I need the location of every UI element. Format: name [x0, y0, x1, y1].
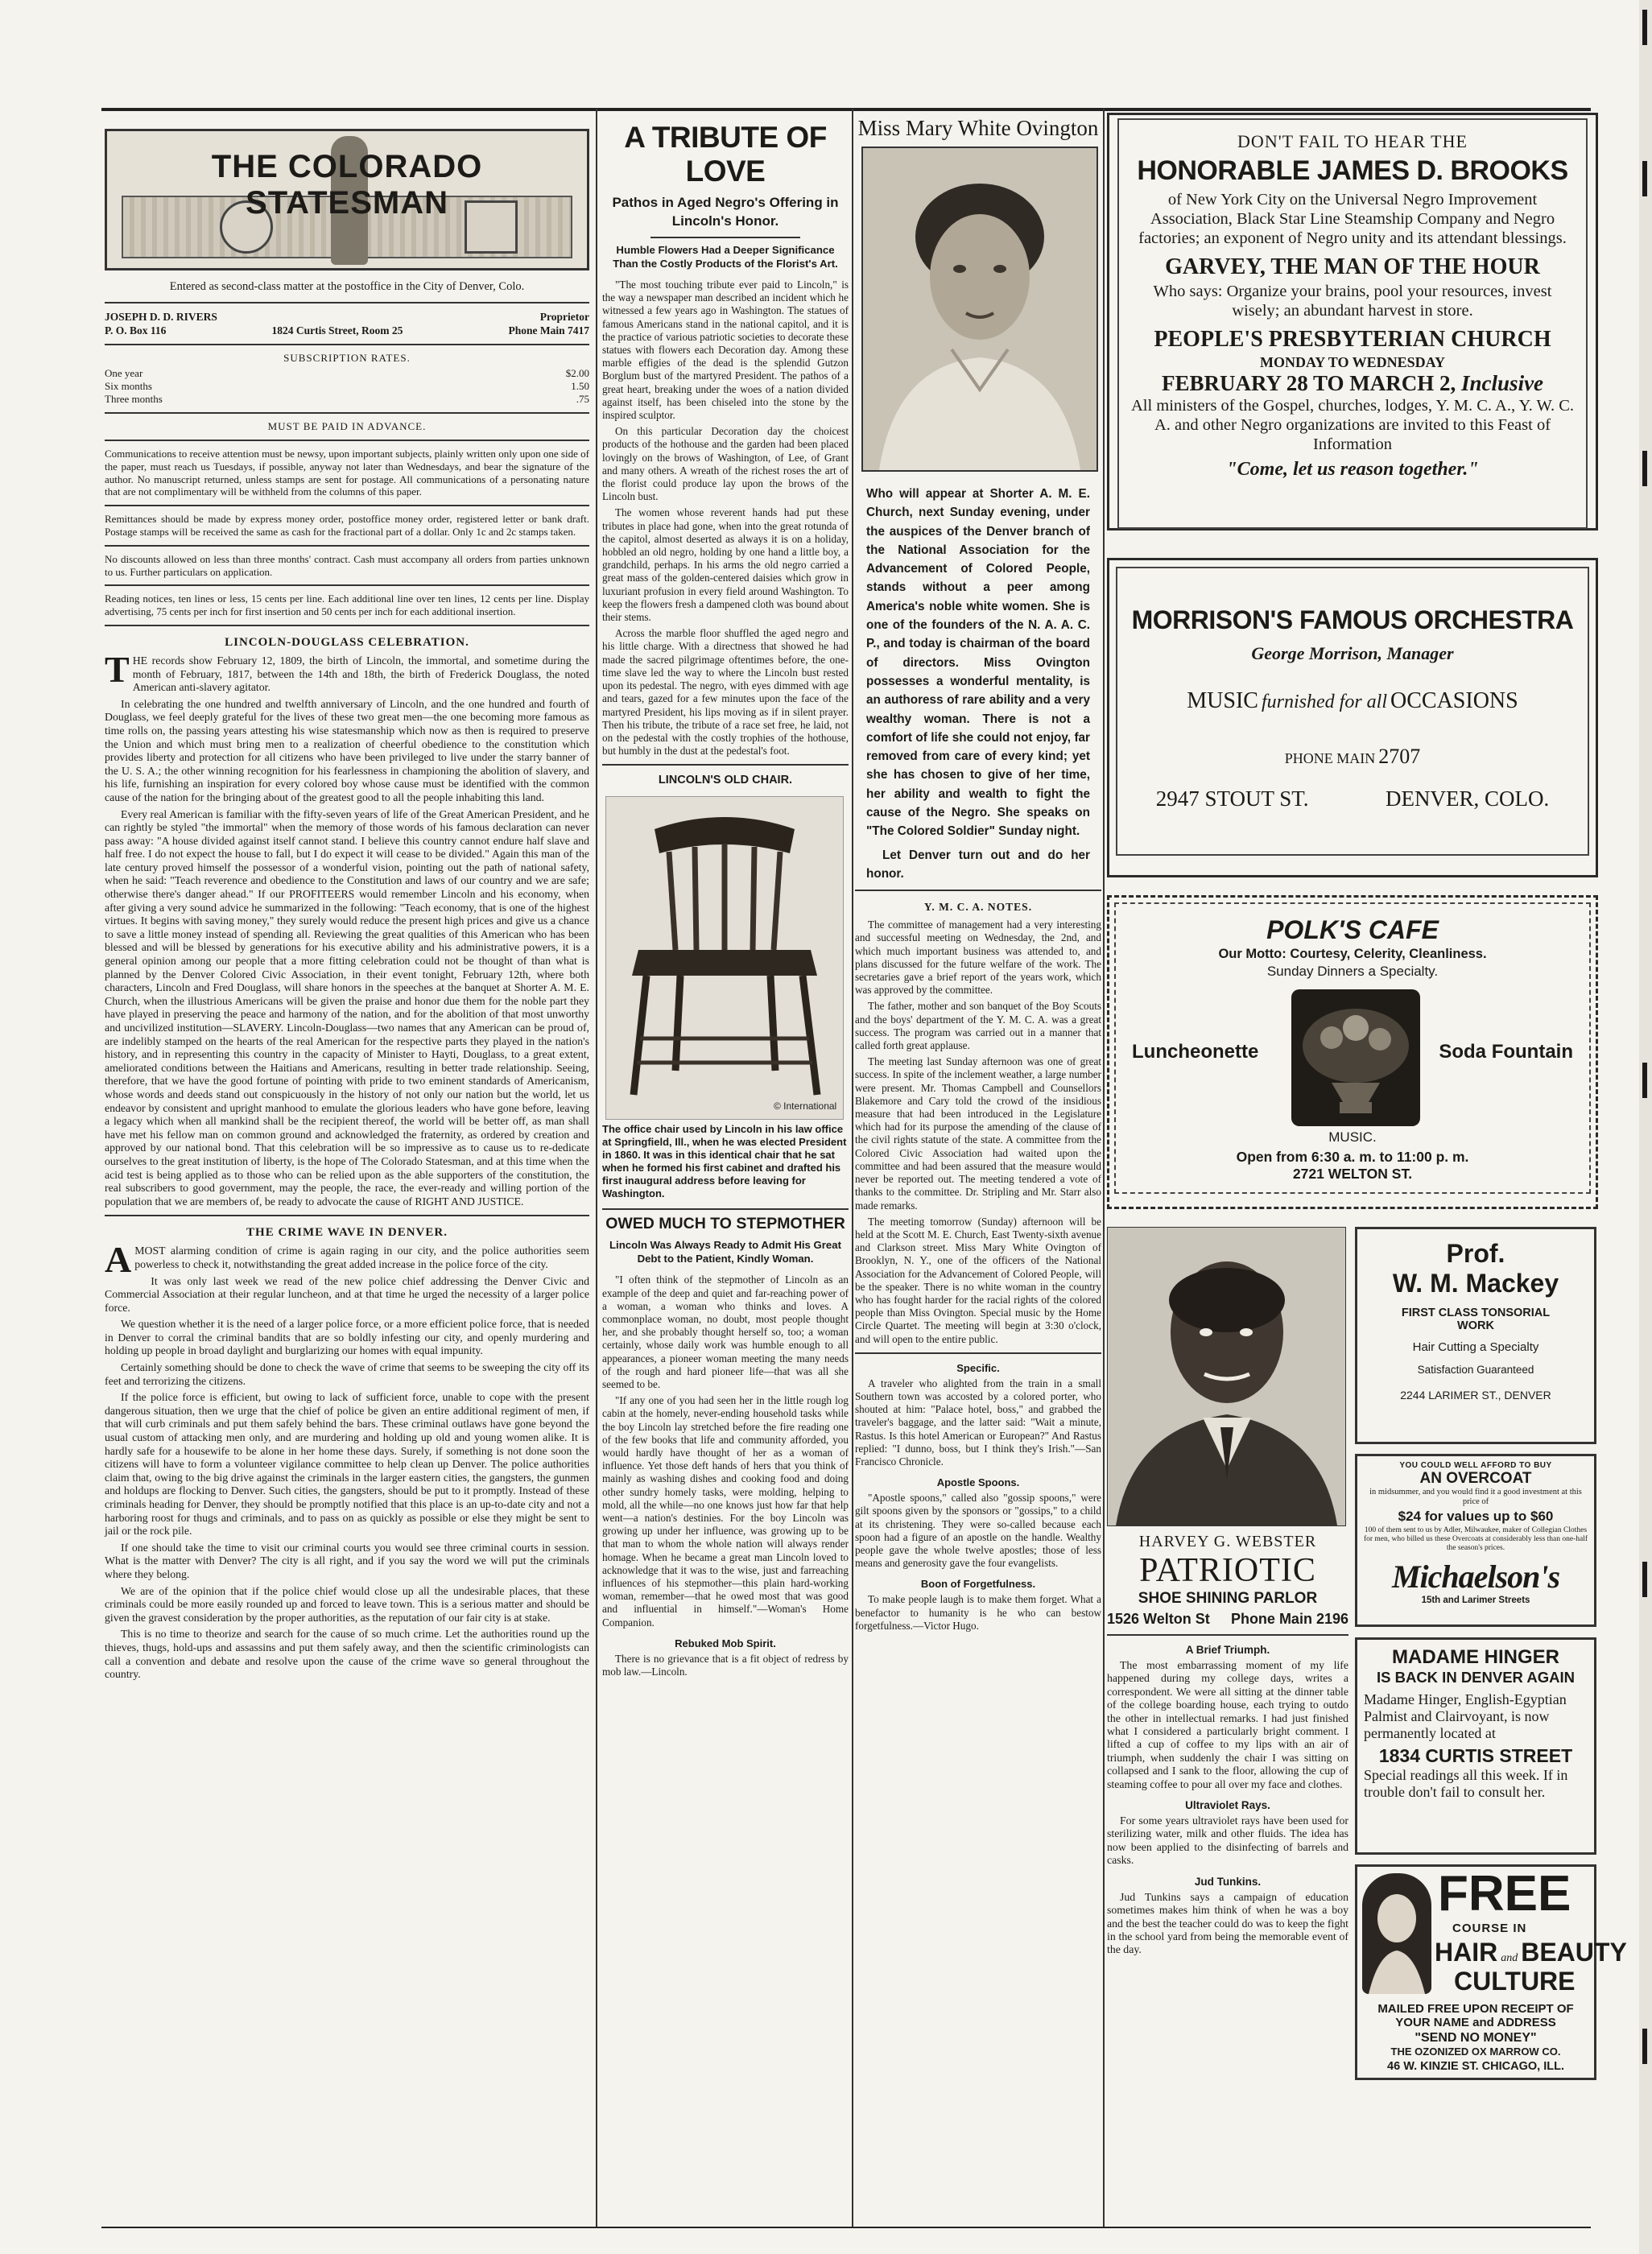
polk-name: POLK'S CAFE [1266, 915, 1439, 944]
event-days: MONDAY TO WEDNESDAY [1259, 354, 1446, 370]
mackey-line2: WORK [1457, 1319, 1494, 1332]
mackey-name: W. M. Mackey [1392, 1269, 1559, 1298]
bottom-rule [101, 2227, 1591, 2228]
mackey-address: 2244 LARIMER ST., DENVER [1400, 1389, 1551, 1402]
brooks-invite: All ministers of the Gospel, churches, lodges, Y. M. C. A., Y. W. C. A. and other Negro organizations are invited to this Feast of Information [1130, 397, 1575, 453]
column-ovington [855, 113, 1101, 2222]
article-paragraph: "If any one of you had seen her in the little rough log cabin at the homely, never-ending household tasks while the boy Lincoln lay stretched before the fire reading one of the few books that life and community afforded, you would hardly have thought of her as a woman of influence. Yet those deft hands of hers that you think of mainly as washing dishes and cooking food and doing other sundry homely tasks, were molding, helping to mold, all the while—no one knows just how far that help went—a nation's destinies. For the boy Lincoln was growing up under her influence, was growing up to be that man to whom the whole nation will always render homage. When he became a great man Lincoln loved to acknowledge that it was to the wise, just and farreaching influences of his stepmother—this plain hard-working woman, remember—that he owed most that was good and influential in himself."—Woman's Home Companion. [602, 1394, 849, 1629]
column-divider [596, 108, 597, 2227]
ultraviolet-text: For some years ultraviolet rays have been used for sterilizing water, milk and other fluids. The idea has now been applied to the disinfecting of barrels and casks. [1107, 1814, 1348, 1867]
brooks-quote: "Come, let us reason together." [1226, 459, 1479, 480]
portrait-icon [1108, 1228, 1345, 1525]
article-paragraph: Every real American is familiar with the fifty-seven years of life of the Great American President, and he can rightly be styled "the immortal" when the memory of those words of his famous declaration can never pass away: "A house divided against itself cannot stand. I believe this country cannot endure half slave and half free. I do not expect the house to fall, but I do expect it will cease to be divided." Again this man of the late century proved himself the possessor of a wonderful vision, pointing out the path of national safety, when he said: "Teach reverence and obedience to the Constitution and laws of our country and we are safe; otherwise there's danger ahead." If our PROFITEERS would remember Lincoln and his economy, when after giving a very sound advice he summarized in the following: "Teach economy, that is one of the highest virtues. It begins with saving money," they surely would reduce the present high prices and give us a chance to save a little money instead of spending all. Reviewing the great qualities of this American who has been blessed and will be blessed by generations for his executive ability and his administrative powers, it is a general opinion among our people that a more fitting celebration could not be thought of than what is planned by the Denver Colored Civic Association, in their event tonight, February 12th, where both characters, Lincoln and Fred Douglass, will share honors in the speeches at the banquet at Shorter A. M. E. Church, when the illustrious Americans will be given the praise and honor due them for the noble part they have played in preserving the peace and harmony of the nation, and for the abolition of that most unworthy and uncivilized institution—SLAVERY. Lincoln-Douglass—two names that any American can be proud of, are indelibly stamped on the hearts of the real American for the respective parts they played in the nation's history, and in representing this country in the capacity of Minister to Hayti, Douglass, to a great extent, ameliorated conditions between the Haitians and Americans, resulting in better trade relationship. Seeing, therefore, that we have the good fortune of pointing with pride to two eminent standards of Americanism, whose words and deeds stand out conspicuously in the history of not only our nation but the world, let us endeavor by consistent and upright manhood to emulate the glorious leaders who have gone before, leaving a legacy which when all mankind shall be the recipient thereof, the world will be better off, as man shall have met his fellow man on common ground and acknowledged the fraternity, as ordered by creation and approved by our national bond. That this celebration will be so impressive as to cause us to re-dedicate ourselves to the great institution of liberty, is the hope of The Colorado Statesman, and at this time when the acid test is being applied as to those who can be relied upon as the able supporters of the constitution, the real subscribers to good government, may the people, the race, the ever-ready and willing portion of the population that we are members of, be ready to advocate the cause of RIGHT AND JUSTICE. [105, 807, 589, 1208]
triumph-text: The most embarrassing moment of my life happened during my college days, writes a correspondent. We were all sitting at the dinner table of the college boarding house, each trying to outdo the other in intellectual remarks. I had just finished what I considered a particularly bright comment. I lifted a cup of coffee to my lips with an air of triumph, when suddenly the chair I was sitting on collapsed and I sank to the floor, allowing the cup of steaming coffee to pour all over my face and clothes. [1107, 1659, 1348, 1790]
ovington-portrait [861, 147, 1098, 472]
rate-row: Three months .75 [105, 393, 589, 405]
webster-contact: 1526 Welton St Phone Main 2196 [1107, 1611, 1348, 1627]
article-paragraph: The father, mother and son banquet of the Boy Scouts and the boys' department of the Y. M. C. A. was a great success. The program was carried out in a manner that called forth great applause. [855, 1000, 1101, 1052]
tribute-deck: Humble Flowers Had a Deeper Significance Than the Costly Products of the Florist's Art. [613, 244, 838, 270]
culture-word: CULTURE [1454, 1967, 1576, 1996]
michaelson-address: 15th and Larimer Streets [1421, 1596, 1530, 1605]
masthead [105, 129, 589, 270]
tunkins-text: Jud Tunkins says a campaign of education sometimes makes him think of when he was a boy and the best the teacher could do was to keep the fight in the school yard from being the memorable event of the day. [1107, 1890, 1348, 1956]
column-divider [1103, 108, 1105, 2227]
notice-paragraph: Remittances should be made by express money order, postoffice money order, registered letter or bank draft. Postage stamps will be received the same as cash for the fractional part of a dollar. Only 1c and 2c stamps taken. [105, 513, 589, 538]
chair-caption: The office chair used by Lincoln in his law office at Springfield, Ill., when he was elected President in 1860. It was in this identical chair that he sat when he formed his first cabinet and drafted his first inaugural address before leaving for Washington. [602, 1123, 847, 1200]
notice-paragraph: Communications to receive attention must be newsy, upon important subjects, plainly written only upon one side of the paper, must reach us Tuesdays, if possible, anyway not later than Wednesdays, and bear the signature of the author. No manuscript returned, unless stamps are sent for postage. All communications of a personating nature that are not complimentary will be withheld from the columns of this paper. [105, 448, 589, 498]
proprietor-label: Proprietor [539, 311, 589, 323]
hinger-name: MADAME HINGER [1392, 1646, 1559, 1668]
rate-row: Six months 1.50 [105, 380, 589, 392]
subscription-rates [105, 367, 589, 406]
tribute-subhead: Pathos in Aged Negro's Offering in Lincoln's Honor. [612, 195, 839, 229]
brooks-ad [1107, 113, 1598, 530]
column-advertisements [1107, 113, 1627, 2222]
apostle-text: "Apostle spoons," called also "gossip spoons," were gilt spoons given by the sponsors or "gossips," to a child at its christening. They were so-called because each spoon had a figure of an apostle on the handle. Wealthy people gave the whole twelve apostles; those of less means and generosity gave the four evangelists. [855, 1492, 1101, 1570]
article-paragraph: This is no time to theorize and search for the cause of so much crime. Let the authorities round up the thieves, thugs, hold-ups and assassins and put them safely away, and then the scientific criminologists can call a convention and debate and resolve upon the cause of the crime wave so general throughout the country. [105, 1628, 589, 1681]
article-paragraph: "The most touching tribute ever paid to Lincoln," is the way a newspaper man described an incident which he witnessed a few years ago in Washington. The statues of famous Americans stand in the national capitol, and it is the practice of various patriotic societies to decorate these statues with flowers each Decoration day. Among these marble effigies of the dead is the splendid Gutzon Borglum bust of the martyred President. The pathos of a great heart, breaking under the woes of a nation divided against itself, has been chiseled into the stone by the inspired sculptor. [602, 279, 849, 422]
brooks-name: HONORABLE JAMES D. BROOKS [1137, 155, 1568, 186]
webster-ad [1107, 1533, 1348, 1959]
polk-ad [1107, 895, 1598, 1209]
article-paragraph: THE records show February 12, 1809, the birth of Lincoln, the immortal, and sometime during the month of February, 1817, between the 14th and 18th, the birth of Frederick Douglass, the noted American anti-slavery agitator. [105, 648, 589, 694]
forgetfulness-heading: Boon of Forgetfulness. [920, 1578, 1036, 1591]
webster-title: PATRIOTIC [1139, 1552, 1316, 1589]
article-paragraph: The women whose reverent hands had put these tributes in place had gone, when into the great rotunda of the capitol, almost deserted as always it is on a holiday, hobbled an old negro, holding by one hand a little boy, a grandchild, perhaps. In his arms the old negro carried a great mass of the golden-centered daisies which grow in luxuriant profusion in every field around Washington. To keep the flowers fresh a dampened cloth was bound about their stems. [602, 506, 849, 624]
chair-heading: LINCOLN'S OLD CHAIR. [658, 774, 793, 787]
article-paragraph: If the police force is efficient, but owing to lack of sufficient force, unable to cope with the present dangerous situation, then we urge that the chief of police be given an entire additional regiment of men, if that will curb criminals and put them safely behind the bars. These criminal outlaws have gone beyond the usual custom of attacking men only, and are murdering and holding up old and young women alike. It is hardly safe for a housewife to be alone in her home these days. Surely, if something is not done soon the citizens will have to form a volunteer vigilance committee to help clean up Denver. The police authorities claim that, owing to the big drive against the criminals in the larger eastern cities, the gangsters, the gunmen and holdups are flocking to Denver. Such cities, the gangsters, should be put to it promptly. Instead of these criminals heading for Denver, they should be promptly notified that this place is an up-to-date city and not a harboring roost for thugs and criminals, and to pass on as quickly as possible or else they might be sent to jail or the rock pile. [105, 1391, 589, 1538]
column-divider [852, 108, 853, 2227]
specific-text: A traveler who alighted from the train in a small Southern town was accosted by a colored porter, who shouted at him: "Palace hotel, boss," and grabbed the traveler's baggage, and the latter said: "Wait a minute, Rastus. Is this hotel American or European?" And Rastus replied: "I dunno, boss, but I think they's Irish."—San Francisco Chronicle. [855, 1377, 1101, 1468]
morrison-music: MUSIC furnished for all OCCASIONS [1187, 688, 1518, 713]
column-editorial [105, 113, 589, 2222]
rebuked-text: There is no grievance that is a fit object of redress by mob law.—Lincoln. [602, 1652, 849, 1678]
ovington-headline: Miss Mary White Ovington [857, 116, 1099, 140]
triumph-heading: A Brief Triumph. [1185, 1644, 1270, 1656]
rebuked-heading: Rebuked Mob Spirit. [675, 1637, 776, 1649]
forgetfulness-text: To make people laugh is to make them forget. What a benefactor to humanity is he who can bestow forgetfulness.—Victor Hugo. [855, 1593, 1101, 1632]
subscription-heading: SUBSCRIPTION RATES. [283, 352, 411, 364]
michaelson-line4: 100 of them sent to us by Adler, Milwaukee, maker of Collegian Clothes for men, who billed us these Overcoats at considerably less than one-half the season's prices. [1363, 1526, 1588, 1552]
notice-paragraph: Reading notices, ten lines or less, 15 cents per line. Each additional line over ten lines, 12 cents per line. Display advertising, 75 cents per inch for first insertion and 50 cents per inch for each additional insertion. [105, 592, 589, 618]
article-paragraph: The meeting last Sunday afternoon was one of great success. In spite of the inclement weather, a large number were present. Mr. Thomas Campbell and Counsellors Blakemore and Cary told the crowd of the insidious measure that had been introduced in the Legislature which had for its purpose the amending of the clause of the civil rights statute of the state. A committee from the Colored Civic Association had waited upon the committee and had been assured that the measure would never be reported out. The meeting tendered a vote of thanks to the committee. Dr. Stripling and Mr. Starr also made remarks. [855, 1055, 1101, 1212]
proprietor-row [105, 310, 589, 324]
address-row [105, 324, 589, 337]
free-address: 46 W. KINZIE ST. CHICAGO, ILL. [1387, 2060, 1564, 2073]
free-money: "SEND NO MONEY" [1415, 2031, 1537, 2045]
polk-address: 2721 WELTON ST. [1292, 1166, 1413, 1182]
ymca-heading: Y. M. C. A. NOTES. [923, 901, 1033, 914]
apostle-heading: Apostle Spoons. [936, 1476, 1020, 1489]
ads-lower-block [1107, 1227, 1627, 2096]
article-paragraph: Certainly something should be done to check the wave of crime that seems to be sweeping the city off its feet and terrorizing the citizens. [105, 1361, 589, 1387]
article-paragraph: The committee of management had a very interesting and successful meeting on Wednesday, the 2nd, and which much important business was attended to, and plans discussed for the future welfare of the work. The secretaries gave a brief report of the years work, which was approved by the committee. [855, 919, 1101, 997]
chair-icon [606, 797, 843, 1119]
michaelson-line1: YOU COULD WELL AFFORD TO BUY [1399, 1461, 1552, 1470]
mackey-ad [1355, 1227, 1596, 1444]
michaelson-line2: AN OVERCOAT [1419, 1470, 1532, 1487]
hinger-back: IS BACK IN DENVER AGAIN [1376, 1669, 1575, 1686]
brooks-line1: DON'T FAIL TO HEAR THE [1237, 131, 1468, 151]
mackey-line4: Satisfaction Guaranteed [1417, 1364, 1534, 1376]
masthead-title: THE COLORADO STATESMAN [211, 149, 483, 221]
article-paragraph: Across the marble floor shuffled the aged negro and his little charge. With a directness that showed he had made the sacred pilgrimage oftentimes before, the one-time slave led the way to where the Lincoln bust rested upon its pedestal. The negro, with eyes dimmed with age and tears, gazed for a few minutes upon the face of the martyred President, his lips moving as if in silent prayer. Then his tribute, the tribute of a race set free, he laid, not on the pedestal with the costly trophies of the hothouse, but humbly in the dust at the pedestal's foot. [602, 627, 849, 758]
free-course-ad [1355, 1864, 1627, 2080]
woman-portrait-icon [1362, 1873, 1431, 1994]
morrison-ad [1107, 558, 1598, 877]
entered-notice: Entered as second-class matter at the postoffice in the City of Denver, Colo. [169, 280, 525, 293]
column-tribute [602, 113, 849, 2222]
free-course: COURSE IN [1452, 1922, 1527, 1935]
polk-illustration-row [1116, 989, 1589, 1126]
polk-music: MUSIC. [1328, 1129, 1377, 1145]
article-paragraph: We question whether it is the need of a larger police force, or a more efficient police force, that is needed in Denver to corral the criminal bandits that are so boldly infesting our city, and openly murdering and holding up people in broad daylight and burglarizing our homes with equal impunity. [105, 1318, 589, 1357]
tunkins-heading: Jud Tunkins. [1194, 1875, 1262, 1888]
ultraviolet-heading: Ultraviolet Rays. [1185, 1799, 1270, 1812]
article-paragraph: In celebrating the one hundred and twelfth anniversary of Lincoln, and the one hundred and fourth of Douglass, we feel deeply grateful for the lives of these two great men—the one becoming more famous as time rolls on, the passing years attesting his wise statesmanship which now as then is required to preserve the Union and which must bring men to a realization of cheerful obedience to the constitution which provides liberty and protection for all citizens who have been privileged to live under the starry banner of the U. S. A.; the other winning recognition for his fearlessness in championing the abolition of slavery, and his life, furnishing an inspiration for every colored boy whose cause must be identified with the common cause of the nation for the bringing about of the greatest good to all the people inhabiting this land. [105, 697, 589, 803]
fruit-basket-icon [1291, 989, 1420, 1126]
michaelson-price: $24 for values up to $60 [1398, 1509, 1554, 1524]
hinger-ad [1355, 1637, 1596, 1855]
article-paragraph: On this particular Decoration day the choicest products of the hothouse and the garden had been placed lovingly on the brows of Washington, of Lee, of Grant and many others. A wreath of the richest roses the art of the florist could produce lay upon the brows of the Lincoln bust. [602, 425, 849, 503]
street-address: 1824 Curtis Street, Room 25 [271, 324, 403, 336]
polk-soda-fountain: Soda Fountain [1439, 1041, 1573, 1063]
svg-text:© International: © International [774, 1100, 837, 1113]
rate-row: One year $2.00 [105, 367, 589, 379]
michaelson-line3: in midsummer, and you would find it a good investment at this price of [1369, 1488, 1582, 1506]
event-dates: FEBRUARY 28 TO MARCH 2, Inclusive [1161, 371, 1544, 395]
morrison-address: 2947 STOUT ST. DENVER, COLO. [1155, 786, 1550, 811]
free-company: THE OZONIZED OX MARROW CO. [1390, 2046, 1561, 2058]
specific-heading: Specific. [956, 1361, 1000, 1374]
mackey-prof: Prof. [1446, 1239, 1505, 1268]
article-paragraph: We are of the opinion that if the police chief would close up all the undesirable places, that these criminals could be more easily rounded up and forced to leave town. This is a serious matter and should be given the gravest consideration by the proper authorities, as the reputation of our fair city is at stake. [105, 1584, 589, 1624]
webster-portrait [1107, 1227, 1346, 1526]
hinger-address: 1834 CURTIS STREET [1378, 1745, 1573, 1766]
chair-photo [605, 796, 844, 1120]
brooks-ad-inner [1117, 118, 1588, 529]
morrison-name: MORRISON'S FAMOUS ORCHESTRA [1131, 605, 1574, 634]
stepmother-headline: OWED MUCH TO STEPMOTHER [602, 1208, 849, 1233]
portrait-icon [863, 148, 1097, 470]
po-box: P. O. Box 116 [105, 324, 167, 336]
notice-paragraph: No discounts allowed on less than three months' contract. Cash must accompany all orders from parties unknown to us. Further particulars on application. [105, 552, 589, 578]
article-heading: LINCOLN-DOUGLASS CELEBRATION. [225, 635, 469, 649]
top-rule [101, 108, 1591, 111]
michaelson-brand: Michaelson's [1391, 1558, 1560, 1595]
ovington-text: Who will appear at Shorter A. M. E. Church, next Sunday evening, under the auspices of the Denver branch of the National Association for the Advancement of Colored People, stands without a peer among America's noble white women. She is one of the founders of the N. A. A. C. P., and today is chairman of the board of directors. Miss Ovington possesses a wonderful mentality, is an authoress of rare ability and a very wealthy woman. There is not a comfort of life she could not enjoy, far removed from care of every kind; yet she has chosen to give of her time, her ability and wealth to fight the cause of the Negro. She speaks on "The Colored Soldier" Sunday night. Let Denver turn out and do her honor. [866, 485, 1090, 883]
polk-motto: Our Motto: Courtesy, Celerity, Cleanliness. [1218, 947, 1487, 961]
phone: Phone Main 7417 [508, 324, 589, 336]
page-edge [1639, 0, 1652, 2254]
morrison-ad-inner [1116, 567, 1589, 856]
morrison-manager: George Morrison, Manager [1251, 643, 1454, 663]
article-paragraph: The meeting tomorrow (Sunday) afternoon will be held at the Scott M. E. Church, East Twenty-sixth avenue and Clarkson street. Miss Mary White Ovington of Brooklyn, N. Y., one of the officers of the National Association for the Advancement of Colored People, will be the speaker. There is no white woman in the country who has fought harder for the racial rights of the colored people than Miss Ovington. Special music by the Home Circle Quartet. The meeting will begin at 3:30 o'clock, and will open to the entire public. [855, 1215, 1101, 1345]
mackey-line1: FIRST CLASS TONSORIAL [1401, 1307, 1551, 1319]
badge-icon [465, 200, 518, 254]
church-name: PEOPLE'S PRESBYTERIAN CHURCH [1154, 327, 1551, 352]
garvey-says: Who says: Organize your brains, pool your resources, invest wisely; an abundant harvest in store. [1153, 283, 1552, 320]
article-paragraph: AMOST alarming condition of crime is again raging in our city, and the police authorities seem powerless to check it, notwithstanding the great added increase in the police force of the city. [105, 1239, 589, 1281]
article-paragraph: If one should take the time to visit our criminal courts you would see three criminal courts in session. What is the matter with Denver? The city is all right, and if you say the word we will put the criminals where they belong. [105, 1541, 589, 1580]
polk-luncheonette: Luncheonette [1132, 1041, 1259, 1063]
tribute-headline: A TRIBUTE OF LOVE [624, 121, 827, 188]
proprietor-name: JOSEPH D. D. RIVERS [105, 311, 217, 323]
article-heading: THE CRIME WAVE IN DENVER. [246, 1226, 448, 1240]
hair-beauty: HAIR and BEAUTY [1435, 1938, 1627, 1967]
mackey-line3: Hair Cutting a Specialty [1412, 1340, 1539, 1354]
polk-sunday: Sunday Dinners a Specialty. [1266, 964, 1439, 979]
hinger-text: Madame Hinger, English-Egyptian Palmist and Clairvoyant, is now permanently located at [1364, 1691, 1567, 1741]
free-mailed: MAILED FREE UPON RECEIPT OF YOUR NAME and ADDRESS [1377, 2002, 1574, 2029]
must-pay: MUST BE PAID IN ADVANCE. [267, 420, 427, 432]
polk-ad-inner [1114, 902, 1591, 1194]
free-word: FREE [1438, 1866, 1571, 1922]
michaelson-ad [1355, 1454, 1596, 1627]
stepmother-deck: Lincoln Was Always Ready to Admit His Great Debt to the Patient, Kindly Woman. [609, 1239, 841, 1265]
article-paragraph: It was only last week we read of the new police chief addressing the Denver Civic and Commercial Association at their regular luncheon, and at that time he urged the necessity of a larger police force. [105, 1274, 589, 1314]
morrison-phone: PHONE MAIN 2707 [1284, 745, 1421, 768]
polk-hours: Open from 6:30 a. m. to 11:00 p. m. [1236, 1149, 1469, 1165]
webster-name: HARVEY G. WEBSTER [1138, 1533, 1317, 1550]
hinger-special: Special readings all this week. If in trouble don't fail to consult her. [1364, 1767, 1568, 1800]
brooks-desc: of New York City on the Universal Negro Improvement Association, Black Star Line Steamship Company and Negro factories; an exponent of Negro unity and its attendant blessings. [1138, 191, 1567, 247]
ovington-closing: Let Denver turn out and do her honor. [866, 848, 1090, 881]
garvey-line: GARVEY, THE MAN OF THE HOUR [1165, 254, 1540, 279]
article-paragraph: "I often think of the stepmother of Lincoln as an example of the deep and quiet and far-reaching power of a woman, a woman who thinks and loves. A commonplace woman, no doubt, most people thought her, and she probably thought herself so, too; a woman certainly, whose daily work was humble enough to all appearances, a pioneer woman meeting the many needs of the rough and hard pioneer life—that was all she seemed to be. [602, 1274, 849, 1390]
webster-sub: SHOE SHINING PARLOR [1138, 1590, 1318, 1607]
